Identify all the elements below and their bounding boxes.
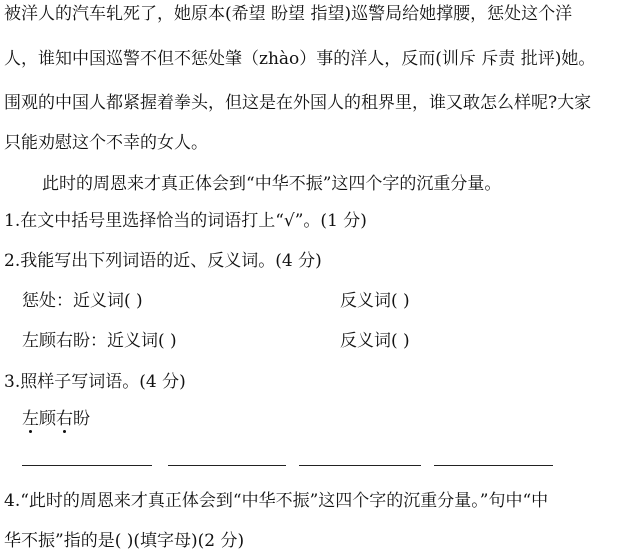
passage-line-3: 围观的中国人都紧握着拳头，但这是在外国人的租界里，谁又敢怎么样呢?大家 xyxy=(4,93,592,113)
question-4-line-1: 4.“此时的周恩来才真正体会到“中华不振”这四个字的沉重分量。”句中“中 xyxy=(4,491,549,511)
question-2-row-2-antonym: 反义词( ) xyxy=(340,331,410,351)
answer-blank-4[interactable] xyxy=(434,465,553,466)
passage-line-1: 被洋人的汽车轧死了，她原本(希望 盼望 指望)巡警局给她撑腰，惩处这个洋 xyxy=(4,4,573,24)
question-2-row-2-synonym: 左顾右盼：近义词( ) xyxy=(22,331,177,351)
question-1: 1.在文中括号里选择恰当的词语打上“√”。(1 分) xyxy=(4,211,367,231)
passage-line-2: 人，谁知中国巡警不但不惩处肇（zhào）事的洋人，反而(训斥 斥责 批评)她。 xyxy=(4,49,596,69)
question-4-line-2: 华不振”指的是( )(填字母)(2 分) xyxy=(4,531,245,551)
question-3-example-word xyxy=(22,408,90,430)
example-char-3: 右 xyxy=(56,409,73,429)
passage-line-4: 只能劝慰这个不幸的女人。 xyxy=(4,133,208,153)
example-char-4: 盼 xyxy=(73,409,90,429)
passage-line-5: 此时的周恩来才真正体会到“中华不振”这四个字的沉重分量。 xyxy=(42,174,502,194)
question-2-row-1-synonym: 惩处：近义词( ) xyxy=(22,291,143,311)
question-2: 2.我能写出下列词语的近、反义词。(4 分) xyxy=(4,251,322,271)
question-3: 3.照样子写词语。(4 分) xyxy=(4,372,186,392)
answer-blank-2[interactable] xyxy=(168,465,286,466)
answer-blank-1[interactable] xyxy=(22,465,152,466)
question-2-row-1-antonym: 反义词( ) xyxy=(340,291,410,311)
example-char-1: 左 xyxy=(22,409,39,429)
example-char-2: 顾 xyxy=(39,409,56,429)
answer-blank-3[interactable] xyxy=(299,465,421,466)
